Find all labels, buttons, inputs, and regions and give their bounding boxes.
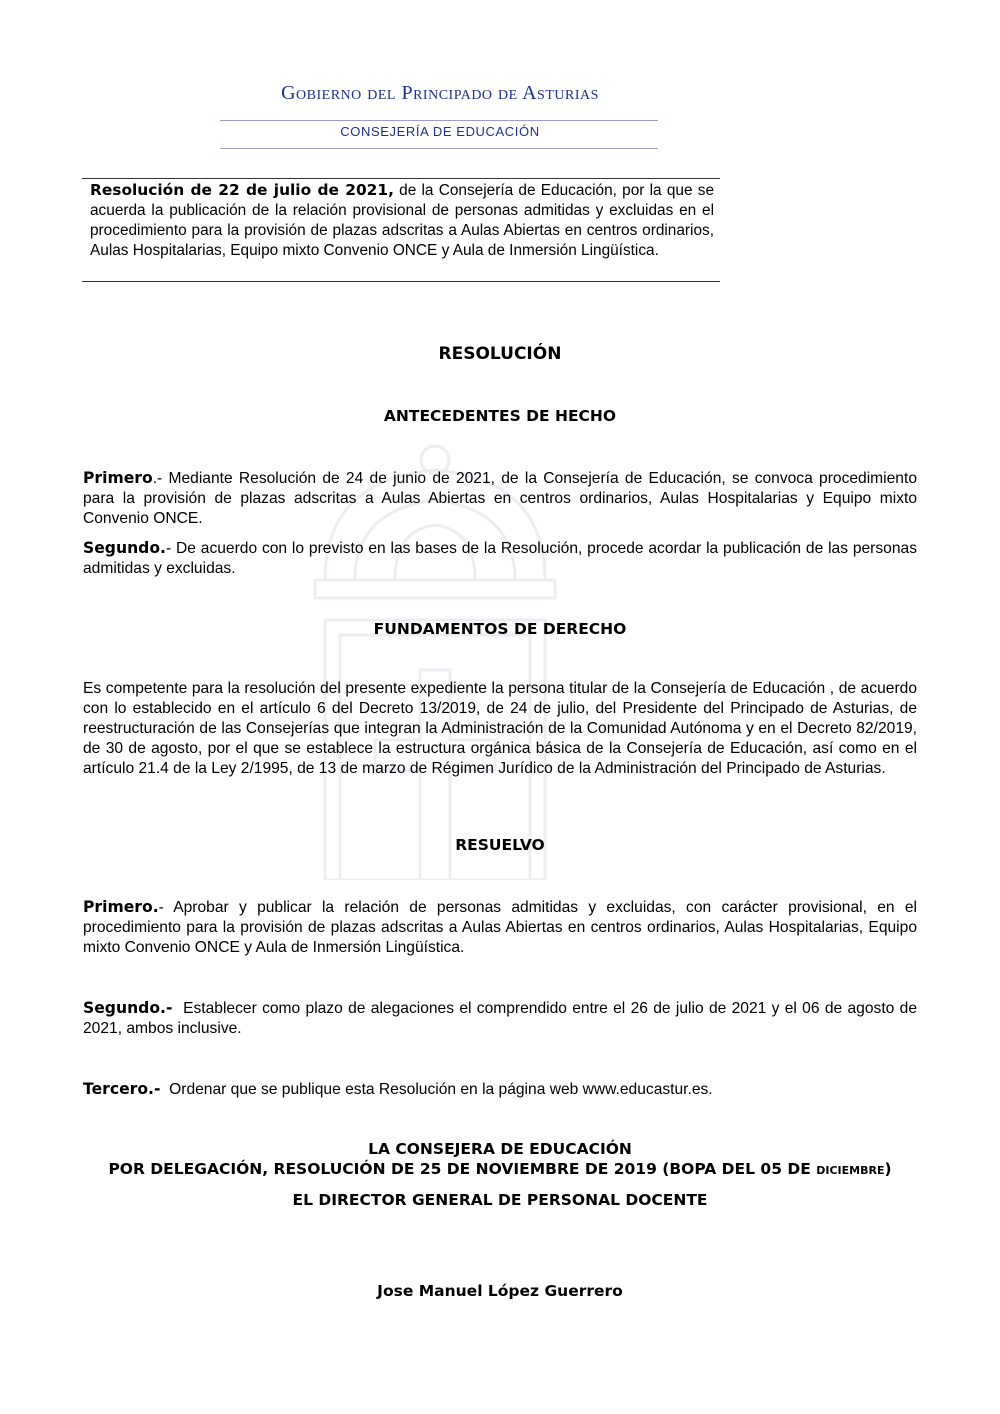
- department-title: CONSEJERÍA DE EDUCACIÓN: [340, 124, 540, 139]
- fundamentos-heading: FUNDAMENTOS DE DERECHO: [373, 620, 627, 638]
- antecedentes-primero-label: Primero: [83, 469, 153, 487]
- signature-delegation-main: POR DELEGACIÓN, RESOLUCIÓN DE 25 DE NOVIEMBRE DE 2019 (BOPA DEL 05 DE: [108, 1160, 817, 1178]
- fundamentos-text: Es competente para la resolución del presente expediente la persona titular de la Consejería de Educación , de acuerdo con lo establecido en el artículo 6 del Decreto 13/2019, de 24 de julio, del Presidente del Principado de Asturias, de reestructuración de las Consejerías que integran la Administración de la Comunidad Autónoma y en el Decreto 82/2019, de 30 de agosto, por el que se establece la estructura orgánica básica de la Consejería de Educación, así como en el artículo 21.4 de la Ley 2/1995, de 13 de marzo de Régimen Jurídico de la Administración del Principado de Asturias.: [83, 680, 917, 777]
- resuelvo-segundo-label: Segundo.-: [83, 999, 173, 1017]
- antecedentes-heading: ANTECEDENTES DE HECHO: [383, 407, 617, 425]
- signature-delegation-end: ): [884, 1160, 892, 1178]
- resuelvo-tercero-text: Ordenar que se publique esta Resolución en la página web www.educastur.es.: [160, 1081, 713, 1098]
- document-title: RESOLUCIÓN: [438, 344, 562, 364]
- resuelvo-segundo: [83, 998, 922, 1039]
- signature-director: EL DIRECTOR GENERAL DE PERSONAL DOCENTE: [292, 1191, 708, 1209]
- signature-name: Jose Manuel López Guerrero: [377, 1282, 623, 1300]
- summary-lead: Resolución de 22 de julio de 2021,: [90, 181, 394, 199]
- resuelvo-tercero: [83, 1079, 917, 1100]
- resuelvo-tercero-label: Tercero.-: [83, 1080, 161, 1098]
- resuelvo-primero: [83, 897, 917, 958]
- resuelvo-primero-text: - Aprobar y publicar la relación de personas admitidas y excluidas, con carácter provisional, en el procedimiento para la provisión de plazas adscritas a Aulas Abiertas en centros ordinarios, Aulas Hospitalarias, Equipo mixto Convenio ONCE y Aula de Inmersión Lingüística.: [83, 899, 917, 956]
- header-divider-bottom: [220, 148, 658, 149]
- resolution-summary: [90, 180, 714, 261]
- antecedentes-primero: [83, 468, 917, 529]
- government-title: Gobierno del Principado de Asturias: [281, 82, 599, 104]
- signature-role: LA CONSEJERA DE EDUCACIÓN: [368, 1140, 632, 1158]
- resuelvo-primero-label: Primero.: [83, 898, 159, 916]
- summary-top-rule: [82, 178, 720, 179]
- antecedentes-primero-text: .- Mediante Resolución de 24 de junio de 2021, de la Consejería de Educación, se convoca procedimiento para la provisión de plazas adscritas a Aulas Abiertas en centros ordinarios, Aulas Hospitalarias y Equipo mixto Convenio ONCE.: [83, 470, 917, 527]
- antecedentes-segundo-label: Segundo.: [83, 539, 166, 557]
- summary-bottom-rule: [82, 281, 720, 282]
- header-divider-top: [220, 120, 658, 121]
- resuelvo-segundo-text: Establecer como plazo de alegaciones el comprendido entre el 26 de julio de 2021 y el 06 de agosto de 2021, ambos inclusive.: [83, 1000, 922, 1037]
- signature-delegation: [0, 1160, 1000, 1178]
- signature-delegation-month: DICIEMBRE: [816, 1164, 885, 1177]
- resuelvo-heading: RESUELVO: [455, 836, 545, 854]
- antecedentes-segundo-text: - De acuerdo con lo previsto en las bases de la Resolución, procede acordar la publicación de las personas admitidas y excluidas.: [83, 540, 917, 577]
- summary-text: de la Consejería de Educación, por la que se acuerda la publicación de la relación provisional de personas admitidas y excluidas en el procedimiento para la provisión de plazas adscritas a Aulas Abiertas en centros ordinarios, Aulas Hospitalarias, Equipo mixto Convenio ONCE y Aula de Inmersión Lingüística.: [90, 182, 715, 259]
- antecedentes-segundo: [83, 538, 917, 579]
